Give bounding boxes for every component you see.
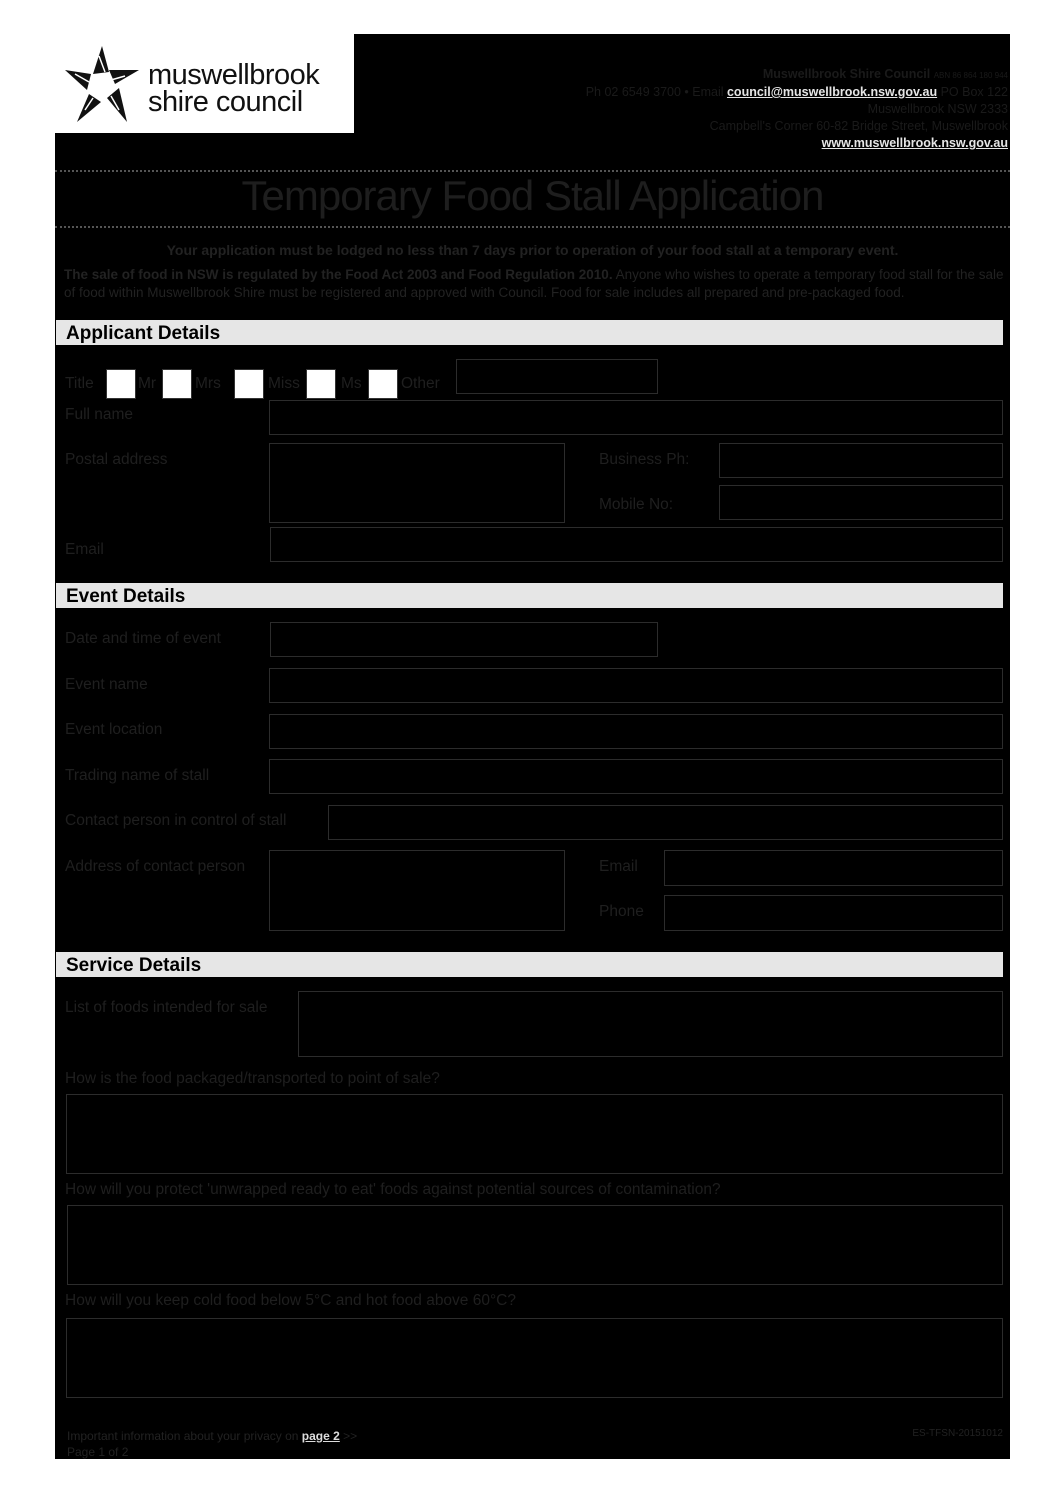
foods-list-field[interactable] (298, 991, 1003, 1057)
intro-paragraph (64, 266, 1004, 302)
page-number: Page 1 of 2 (67, 1445, 129, 1459)
postal-address-field[interactable] (269, 443, 565, 523)
postal-address-label: Postal address (65, 451, 168, 468)
trading-name-label: Trading name of stall (65, 767, 210, 784)
council-email-link[interactable]: council@muswellbrook.nsw.gov.au (726, 85, 938, 99)
event-location-label: Event location (65, 721, 163, 738)
logo-line-2: shire council (148, 86, 303, 118)
title-mr-checkbox[interactable] (106, 369, 136, 399)
contact-email-label: Email (599, 858, 638, 875)
section-heading: Event Details (66, 586, 186, 607)
council-address: Campbell's Corner 60-82 Bridge Street, Muswellbrook (709, 119, 1008, 133)
council-abn: ABN 86 864 180 944 (933, 71, 1008, 80)
title-ms-checkbox[interactable] (306, 369, 336, 399)
title-mrs-checkbox[interactable] (162, 369, 192, 399)
title-mr-label: Mr (138, 375, 157, 392)
page-title: Temporary Food Stall Application (241, 172, 824, 219)
event-date-label: Date and time of event (65, 630, 221, 647)
privacy-note (67, 1429, 357, 1443)
contact-address-label: Address of contact person (65, 858, 246, 875)
council-contact-block (586, 66, 1008, 152)
email-label: Email (65, 541, 104, 558)
contact-email-field[interactable] (664, 850, 1003, 886)
trading-name-field[interactable] (269, 759, 1003, 794)
council-phone: Ph 02 6549 3700 • Email (585, 85, 727, 99)
section-heading: Applicant Details (66, 323, 221, 344)
section-heading: Service Details (66, 955, 202, 976)
intro-rest: Anyone who wishes to operate a temporary food stall for the sale of food within Muswellbrook Shire must be registered and approved with Council. Food for sale includes all prepared and pre-packaged food. (64, 267, 1004, 300)
contact-person-field[interactable] (328, 805, 1003, 840)
mobile-label: Mobile No: (599, 496, 674, 513)
form-code: ES-TFSN-20151012 (912, 1428, 1003, 1439)
event-name-label: Event name (65, 676, 148, 693)
event-location-field[interactable] (269, 714, 1003, 749)
event-name-field[interactable] (269, 668, 1003, 703)
packaging-label: How is the food packaged/transported to point of sale? (65, 1070, 440, 1087)
full-name-label: Full name (65, 406, 134, 423)
council-name: Muswellbrook Shire Council (762, 67, 931, 81)
contact-phone-label: Phone (599, 903, 644, 920)
title-miss-checkbox[interactable] (234, 369, 264, 399)
privacy-arrow: >> (339, 1429, 358, 1443)
event-date-field[interactable] (270, 622, 658, 657)
contact-phone-field[interactable] (664, 895, 1003, 931)
contact-address-field[interactable] (269, 850, 565, 931)
intro-bold: The sale of food in NSW is regulated by the Food Act 2003 and Food Regulation 2010. (64, 267, 613, 282)
title-miss-label: Miss (268, 375, 300, 392)
protection-field[interactable] (67, 1205, 1003, 1285)
title-label: Title (65, 375, 94, 392)
section-event-details (56, 583, 1003, 608)
council-po-box: PO Box 122 (937, 85, 1008, 99)
title-mrs-label: Mrs (195, 375, 221, 392)
title-ms-label: Ms (341, 375, 362, 392)
section-service-details (56, 952, 1003, 977)
divider (55, 226, 1010, 228)
contact-person-label: Contact person in control of stall (65, 812, 287, 829)
title-other-label: Other (401, 375, 440, 392)
title-other-field[interactable] (456, 359, 658, 394)
privacy-text: Important information about your privacy on (67, 1429, 302, 1443)
packaging-field[interactable] (66, 1094, 1003, 1174)
foods-list-label: List of foods intended for sale (65, 999, 268, 1016)
email-field[interactable] (270, 527, 1003, 562)
title-other-checkbox[interactable] (368, 369, 398, 399)
logo-line-1: muswellbrook (148, 59, 320, 91)
privacy-page-link[interactable]: page 2 (301, 1429, 340, 1443)
full-name-field[interactable] (269, 400, 1003, 435)
council-star-logo-icon (63, 44, 141, 126)
protection-label: How will you protect 'unwrapped ready to eat' foods against potential sources of contamination? (65, 1181, 721, 1198)
logo-wordmark (148, 59, 320, 118)
business-phone-label: Business Ph: (599, 451, 690, 468)
temperature-label: How will you keep cold food below 5°C and hot food above 60°C? (65, 1292, 516, 1309)
temperature-field[interactable] (66, 1318, 1003, 1398)
council-suburb: Muswellbrook NSW 2333 (867, 102, 1008, 116)
mobile-field[interactable] (719, 485, 1003, 520)
council-website-link[interactable]: www.muswellbrook.nsw.gov.au (821, 136, 1008, 150)
lodgement-notice: Your application must be lodged no less than 7 days prior to operation of your food stall at a temporary event. (166, 242, 899, 258)
section-applicant-details (56, 320, 1003, 345)
business-phone-field[interactable] (719, 443, 1003, 478)
